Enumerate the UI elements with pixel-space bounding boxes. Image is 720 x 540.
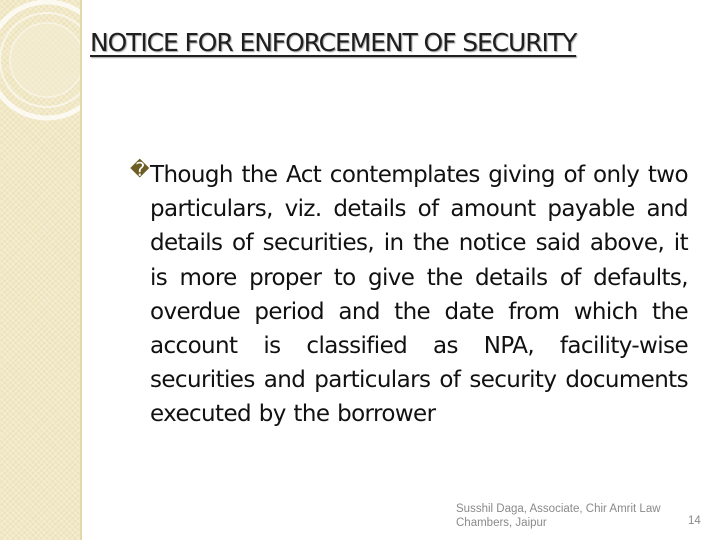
body-paragraph: Though the Act contemplates giving of only two particulars, viz. details of amount payable and details of securities, in the notice said above, it is more proper to give the details of defaults, overdue period and the date from which the account is classified as NPA, facility-wise securities and particulars of security documents executed by the borrower — [150, 162, 688, 428]
side-panel-edge — [80, 0, 82, 540]
slide-body — [130, 158, 688, 432]
footer-author: Susshil Daga, Associate, Chir Amrit Law Chambers, Jaipur — [456, 503, 661, 529]
decorative-circles-icon — [0, 0, 80, 200]
page-number: 14 — [688, 515, 701, 527]
bullet-glyph: � — [130, 159, 150, 181]
slide-title: NOTICE FOR ENFORCEMENT OF SECURITY — [90, 28, 577, 57]
